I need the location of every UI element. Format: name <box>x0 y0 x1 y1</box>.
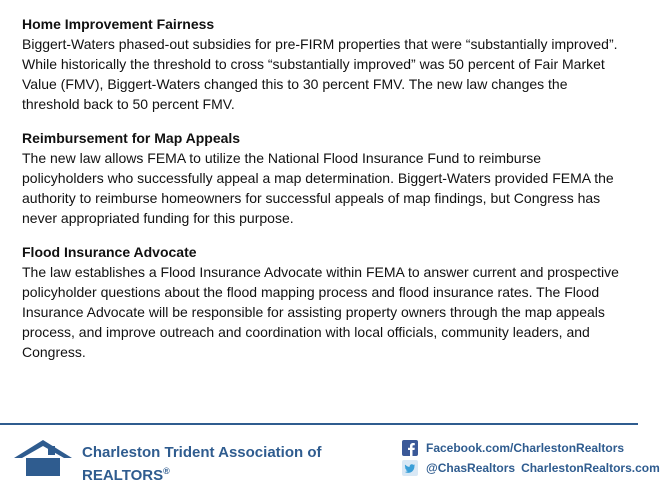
facebook-link[interactable]: Facebook.com/CharlestonRealtors <box>426 441 625 455</box>
section-map-appeals <box>22 128 622 228</box>
twitter-handle-link[interactable]: @ChasRealtors <box>426 461 516 475</box>
facebook-icon[interactable] <box>402 440 418 456</box>
section-text: The law establishes a Flood Insurance Advocate within FEMA to answer current and prospective policyholder questions about the flood mapping process and flood insurance rates. The Flood Insurance Advocate will be responsible for assisting property owners through the map appeals process, and improve outreach and coordination with local officials, community leaders, and Congress. <box>22 264 619 360</box>
facebook-link-row <box>402 440 624 456</box>
section-flood-advocate <box>22 242 622 362</box>
org-name <box>82 443 382 485</box>
org-name-line1: Charleston Trident Association of <box>82 444 322 461</box>
section-heading: Home Improvement Fairness <box>22 16 215 32</box>
section-text: Biggert-Waters phased-out subsidies for pre-FIRM properties that were “substantially improved”. While historically the threshold to cross “substantially improved” was 50 percent of Fair Market Value (FMV), Biggert-Waters changed this to 30 percent FMV. The new law changes the threshold back to 50 percent FMV. <box>22 36 618 112</box>
section-heading: Flood Insurance Advocate <box>22 244 197 260</box>
registered-mark: ® <box>163 466 170 476</box>
twitter-link-row <box>402 460 660 476</box>
footer-divider <box>0 423 638 425</box>
section-home-improvement <box>22 14 622 114</box>
section-heading: Reimbursement for Map Appeals <box>22 130 241 146</box>
org-name-line2: REALTORS <box>82 467 164 484</box>
section-text: The new law allows FEMA to utilize the National Flood Insurance Fund to reimburse policyholders who successfully appeal a map determination. Biggert-Waters provided FEMA the authority to reimburse homeowners for successful appeals of map findings, but Congress has never appropriated funding for this purpose. <box>22 150 614 226</box>
website-link[interactable]: CharlestonRealtors.com <box>521 461 660 475</box>
twitter-icon[interactable] <box>402 460 418 476</box>
house-logo-icon <box>12 436 74 476</box>
slide-content <box>22 14 622 376</box>
